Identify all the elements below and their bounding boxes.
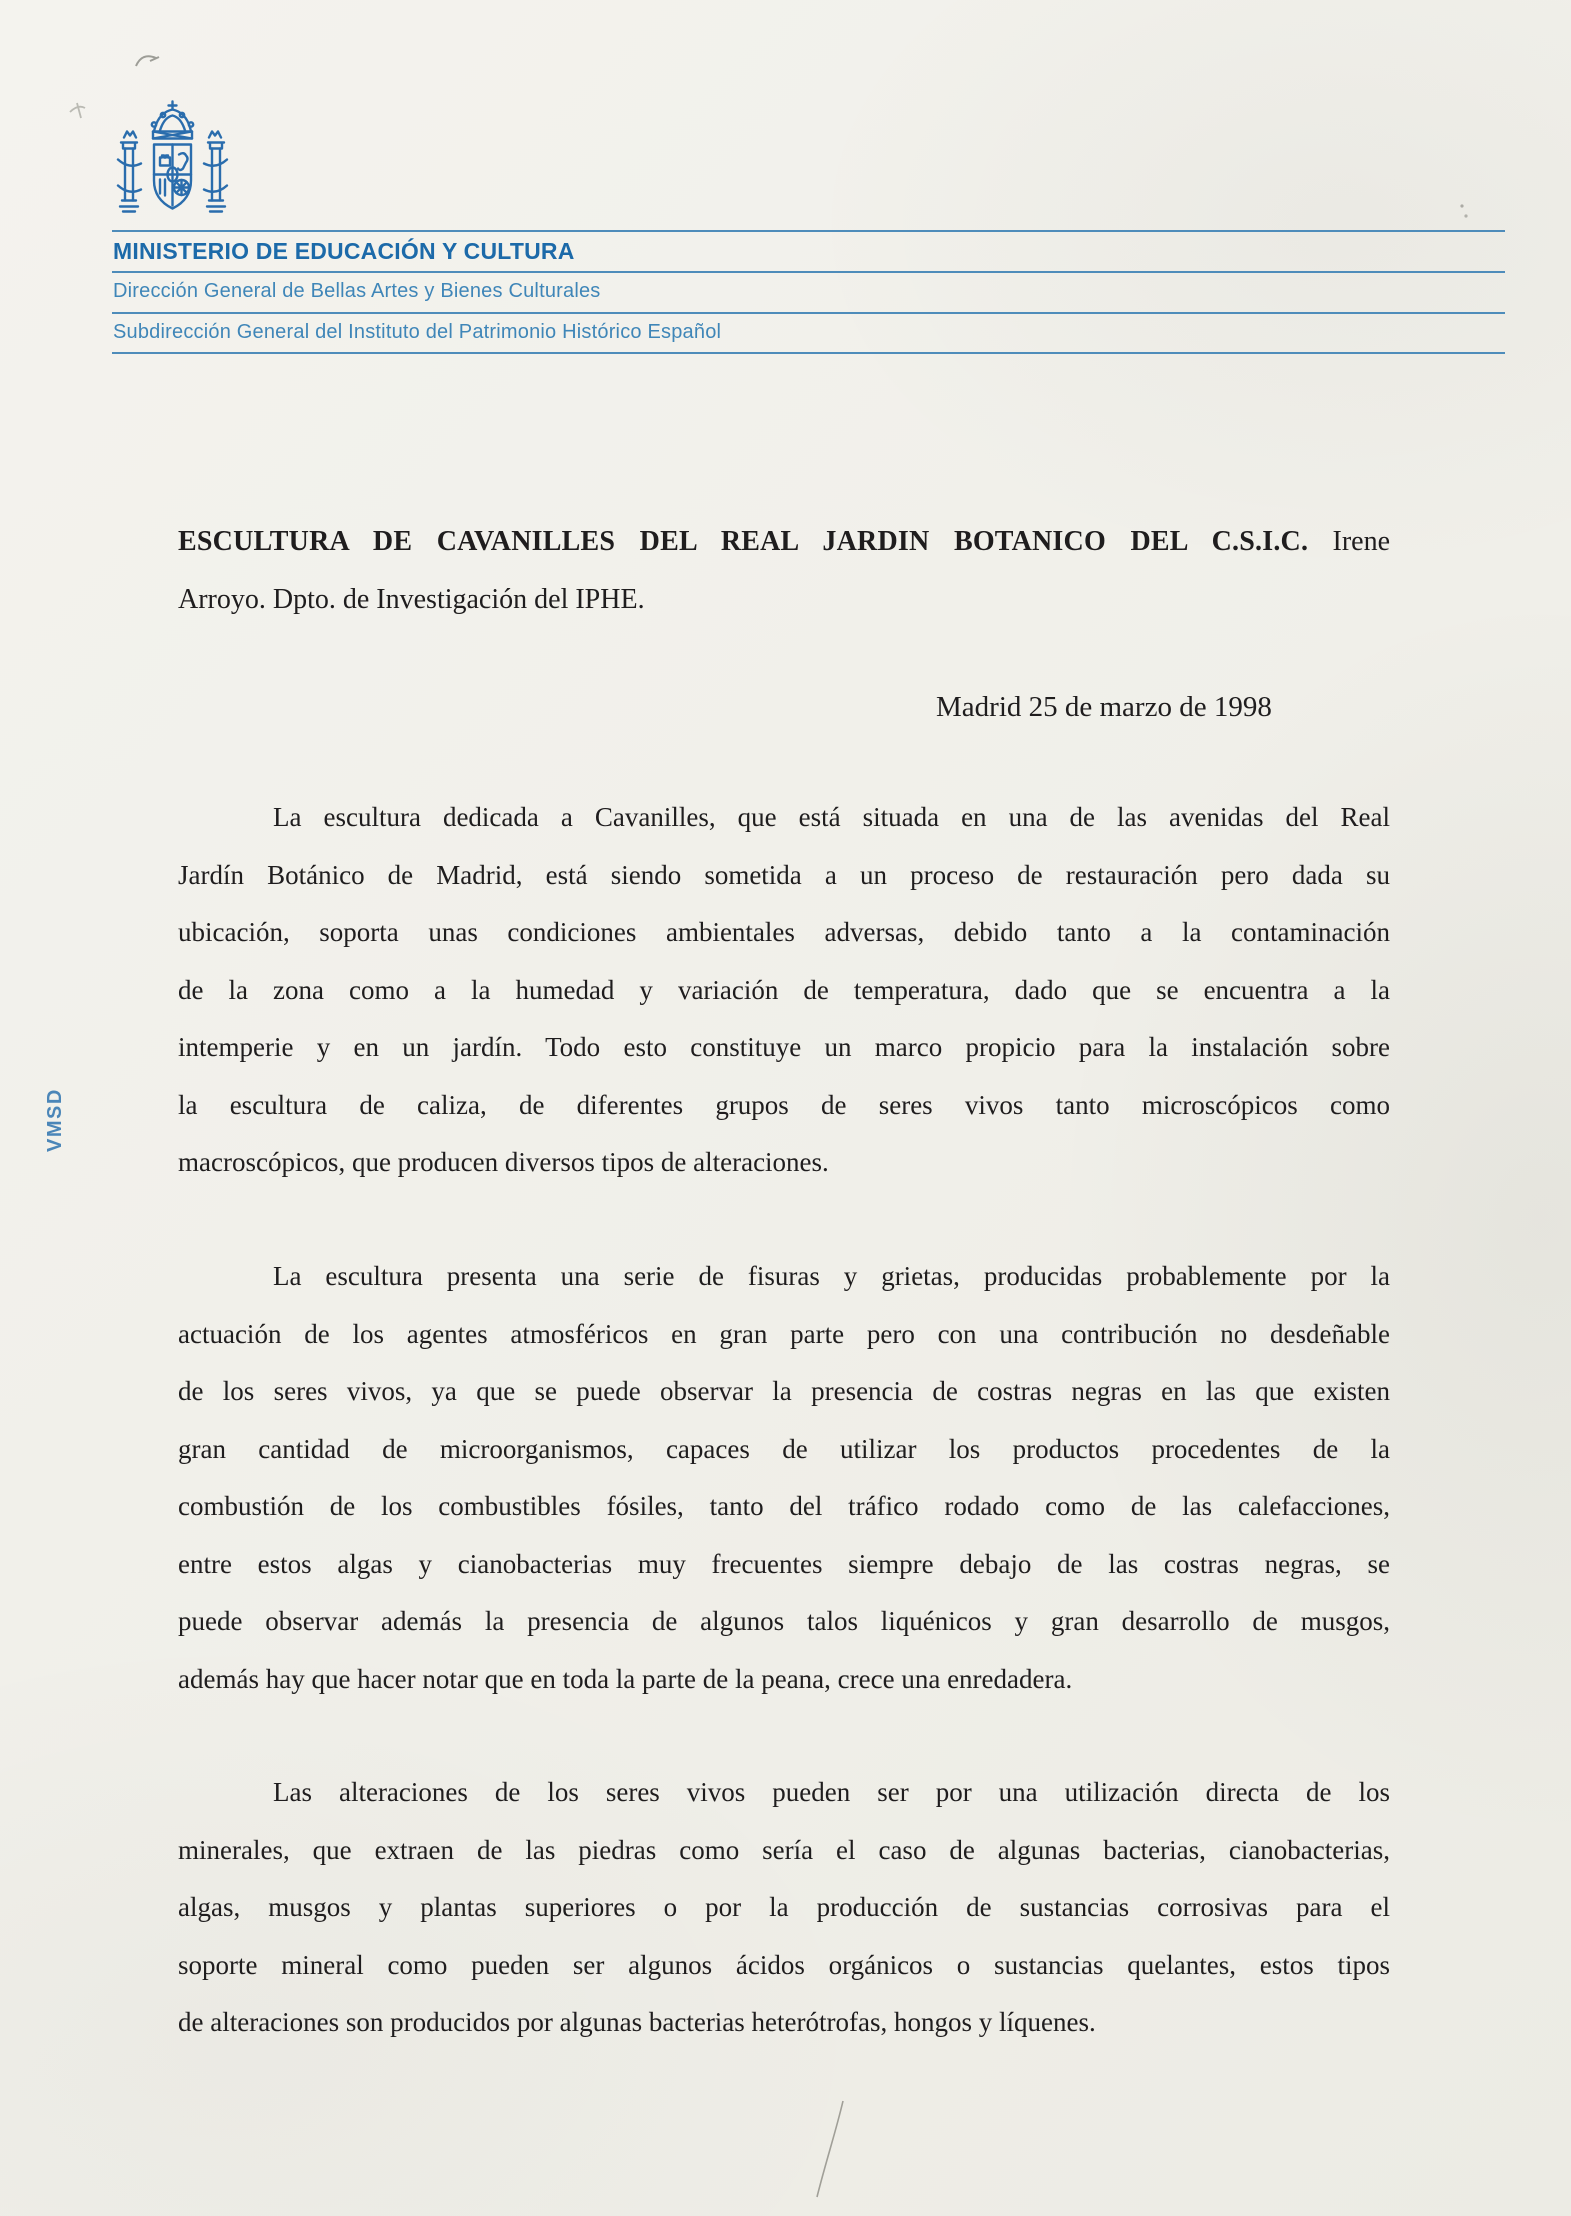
- title-author-start: Irene: [1332, 526, 1391, 557]
- spain-coat-of-arms-logo: [110, 96, 235, 234]
- text-line: Las alteraciones de los seres vivos pueden ser por una utilización directa de los: [273, 1777, 1390, 1807]
- header-rule: [112, 271, 1505, 273]
- text-line: macroscópicos, que producen diversos tipos de alteraciones.: [178, 1147, 829, 1177]
- pencil-mark: [1464, 214, 1467, 217]
- text-line: ubicación, soporta unas condiciones ambientales adversas, debido tanto a la contaminación: [178, 917, 1390, 947]
- paragraph-3: [178, 1764, 1390, 2052]
- text-line: de la zona como a la humedad y variación de temperatura, dado que se encuentra a la: [178, 974, 1390, 1005]
- header-rule: [112, 230, 1505, 232]
- text-line: soporte mineral como pueden ser algunos ácidos orgánicos o sustancias quelantes, estos tipos: [178, 1949, 1390, 1980]
- text-line: de los seres vivos, ya que se puede observar la presencia de costras negras en las que existen: [178, 1376, 1390, 1406]
- date-line: Madrid 25 de marzo de 1998: [936, 691, 1272, 723]
- title-line-1: [178, 513, 1390, 571]
- subdireccion-line: Subdirección General del Instituto del Patrimonio Histórico Español: [113, 321, 722, 343]
- text-line: combustión de los combustibles fósiles, tanto del tráfico rodado como de las calefacciones,: [178, 1491, 1390, 1521]
- text-line: entre estos algas y cianobacterias muy frecuentes siempre debajo de las costras negras, se: [178, 1548, 1390, 1579]
- text-line: gran cantidad de microorganismos, capaces de utilizar los productos procedentes de la: [178, 1433, 1390, 1464]
- header-rule: [112, 312, 1505, 314]
- text-line: La escultura dedicada a Cavanilles, que está situada en una de las avenidas del Real: [273, 802, 1390, 832]
- text-line: intemperie y en un jardín. Todo esto constituye un marco propicio para la instalación sobre: [178, 1032, 1390, 1062]
- ministry-title: MINISTERIO DE EDUCACIÓN Y CULTURA: [113, 238, 575, 264]
- paragraph-2: [178, 1248, 1390, 1708]
- text-line: minerales, que extraen de las piedras como sería el caso de algunas bacterias, cianobacterias,: [178, 1834, 1390, 1865]
- side-label-vmsd: VMSD: [44, 1088, 66, 1152]
- header-rule: [112, 352, 1505, 354]
- paragraph-1: [178, 789, 1390, 1192]
- text-line: Jardín Botánico de Madrid, está siendo sometida a un proceso de restauración pero dada su: [178, 859, 1390, 890]
- pencil-mark: [817, 2101, 843, 2197]
- pencil-mark: [136, 56, 159, 66]
- pencil-mark: [70, 103, 85, 118]
- document-title: [178, 513, 1390, 628]
- text-line: puede observar además la presencia de algunos talos liquénicos y gran desarrollo de musgos,: [178, 1606, 1390, 1636]
- text-line: algas, musgos y plantas superiores o por la producción de sustancias corrosivas para el: [178, 1892, 1390, 1922]
- title-line-2: Arroyo. Dpto. de Investigación del IPHE.: [178, 583, 645, 615]
- title-bold-text: ESCULTURA DE CAVANILLES DEL REAL JARDIN BOTANICO DEL C.S.I.C.: [178, 526, 1309, 557]
- text-line: la escultura de caliza, de diferentes grupos de seres vivos tanto microscópicos como: [178, 1089, 1390, 1120]
- text-line: actuación de los agentes atmosféricos en gran parte pero con una contribución no desdeñable: [178, 1318, 1390, 1349]
- direccion-general-line: Dirección General de Bellas Artes y Bienes Culturales: [113, 280, 601, 302]
- text-line: además hay que hacer notar que en toda la parte de la peana, crece una enredadera.: [178, 1663, 1073, 1694]
- text-line: de alteraciones son producidos por algunas bacterias heterótrofas, hongos y líquenes.: [178, 2007, 1096, 2037]
- text-line: La escultura presenta una serie de fisuras y grietas, producidas probablemente por la: [273, 1261, 1390, 1291]
- pencil-mark: [1460, 204, 1463, 207]
